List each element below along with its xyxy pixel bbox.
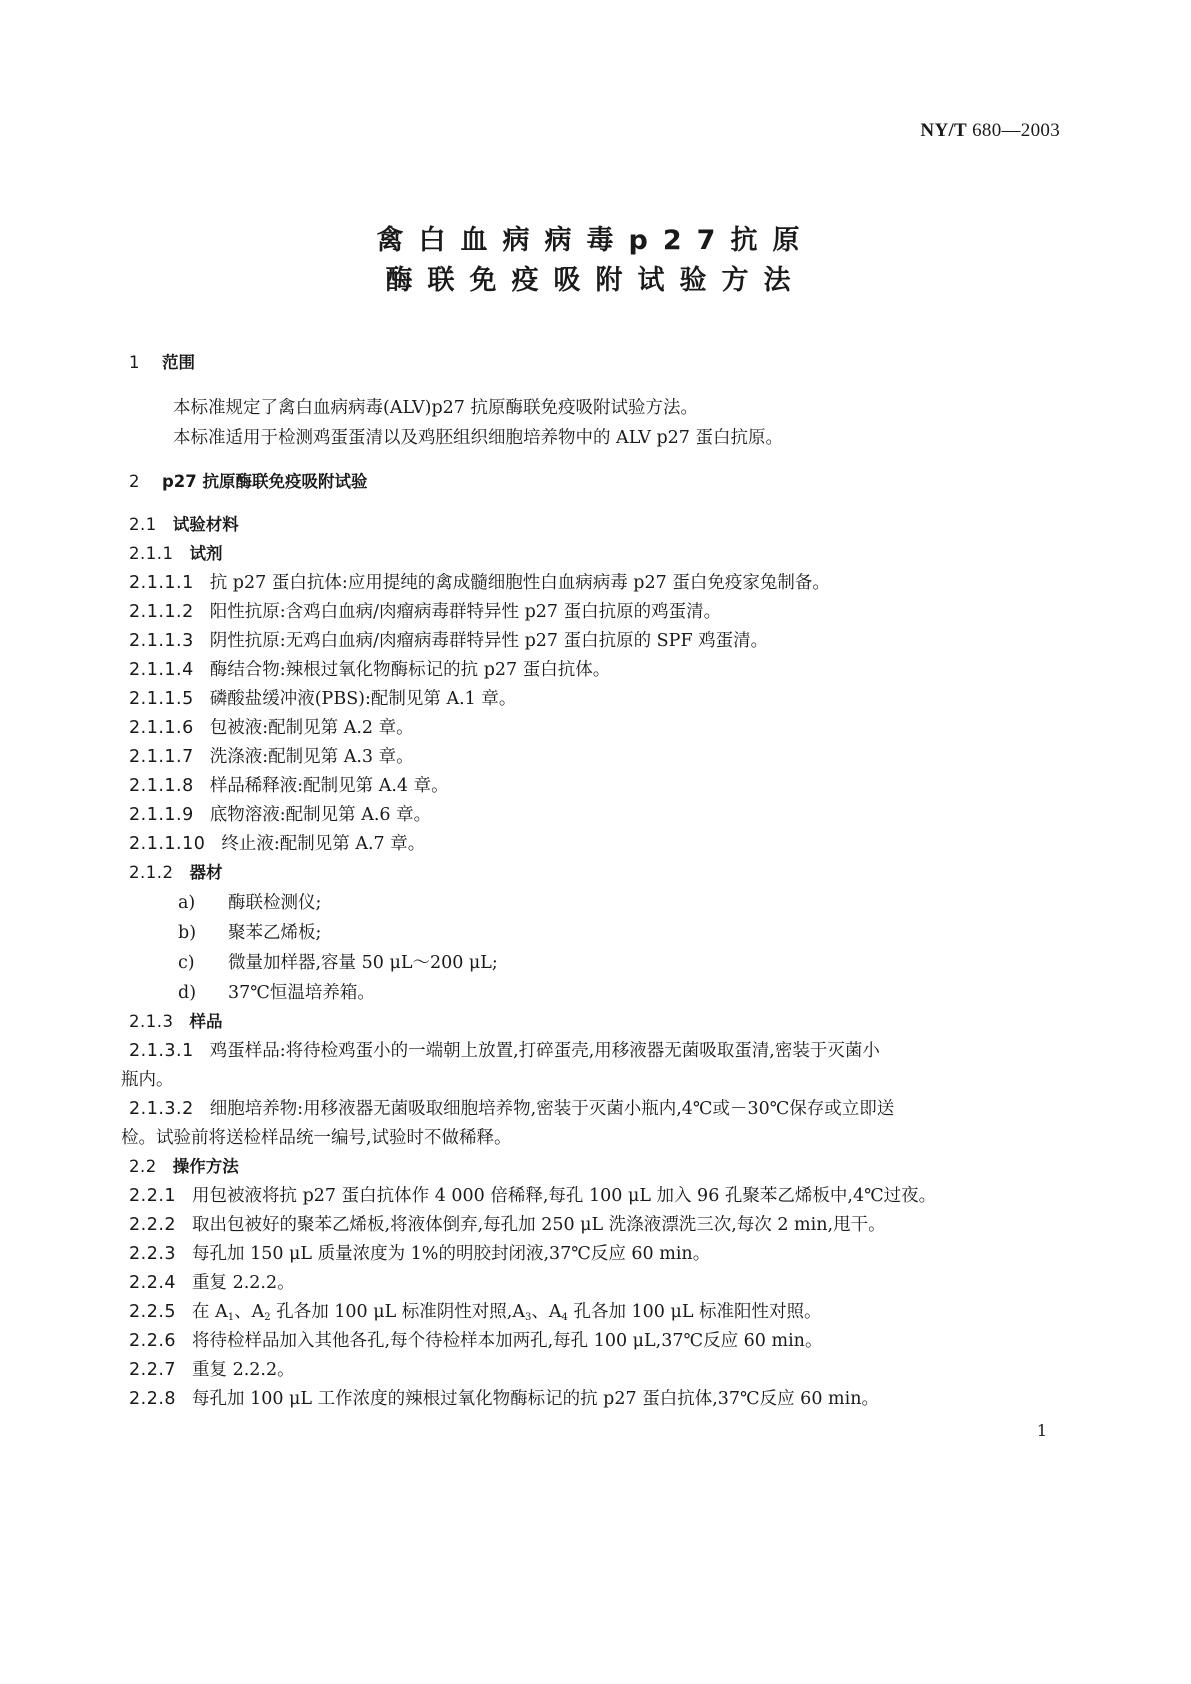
procedure-step: 2.2.5 在 $A_1$、$A_2$ 孔各加 100 μL 标准阴性对照$,A_3$、$A_4$ 孔各加 100 μL 标准阳性对照。 [129, 1302, 822, 1323]
procedure-step: 2.2.8 每孔加 100 μL 工作浓度的辣根过氧化物酶标记的抗 p27 蛋白抗体,37℃反应 60 min。 [129, 1389, 879, 1409]
reagent-item: 2.1.1.10 终止液:配制见第 A.7 章。 [129, 834, 426, 854]
section-2-1-1-heading: 2.1.1 试剂 [129, 544, 223, 563]
reagent-item: 2.1.1.8 样品稀释液:配制见第 A.4 章。 [129, 776, 449, 796]
section-2-1-2-heading: 2.1.2 器材 [129, 863, 223, 882]
section-2-2-heading: 2.2 操作方法 [129, 1157, 239, 1176]
sample-item: 2.1.3.1 鸡蛋样品:将待检鸡蛋小的一端朝上放置,打碎蛋壳,用移液器无菌吸取蛋清,密装于灭菌小 [129, 1041, 880, 1061]
reagent-item: 2.1.1.9 底物溶液:配制见第 A.6 章。 [129, 805, 432, 825]
reagent-item: 2.1.1.1 抗 p27 蛋白抗体:应用提纯的禽成髓细胞性白血病病毒 p27 蛋白免疫家兔制备。 [129, 573, 830, 593]
section-1-paragraph-2: 本标准适用于检测鸡蛋蛋清以及鸡胚组织细胞培养物中的 ALV p27 蛋白抗原。 [173, 428, 783, 448]
procedure-step: 2.2.3 每孔加 150 μL 质量浓度为 1%的明胶封闭液,37℃反应 60 min。 [129, 1244, 711, 1264]
procedure-step: 2.2.4 重复 2.2.2。 [129, 1273, 295, 1293]
document-title-line-1: 禽白血病病毒p27抗原 [376, 225, 815, 256]
reagent-item: 2.1.1.3 阴性抗原:无鸡白血病/肉瘤病毒群特异性 p27 蛋白抗原的 SPF 鸡蛋清。 [129, 631, 769, 651]
sample-item-continuation: 检。试验前将送检样品统一编号,试验时不做稀释。 [121, 1128, 512, 1148]
reagent-item: 2.1.1.4 酶结合物:辣根过氧化物酶标记的抗 p27 蛋白抗体。 [129, 660, 611, 680]
equipment-item: a) 酶联检测仪; [178, 893, 322, 913]
section-2-1-3-heading: 2.1.3 样品 [129, 1012, 223, 1031]
procedure-step: 2.2.1 用包被液将抗 p27 蛋白抗体作 4 000 倍稀释,每孔 100 μL 加入 96 孔聚苯乙烯板中,4℃过夜。 [129, 1186, 937, 1206]
procedure-step: 2.2.7 重复 2.2.2。 [129, 1360, 295, 1380]
equipment-item: c) 微量加样器,容量 50 μL～200 μL; [178, 953, 498, 973]
reagent-item: 2.1.1.2 阳性抗原:含鸡白血病/肉瘤病毒群特异性 p27 蛋白抗原的鸡蛋清。 [129, 602, 722, 622]
equipment-item: b) 聚苯乙烯板; [178, 923, 322, 943]
reagent-item: 2.1.1.7 洗涤液:配制见第 A.3 章。 [129, 747, 414, 767]
section-1-paragraph-1: 本标准规定了禽白血病病毒(ALV)p27 抗原酶联免疫吸附试验方法。 [173, 398, 699, 418]
equipment-item: d) 37℃恒温培养箱。 [178, 983, 375, 1003]
standard-number: 680—2003 [972, 120, 1060, 141]
page-number: 1 [1036, 1421, 1047, 1440]
sample-item-continuation: 瓶内。 [121, 1070, 174, 1090]
document-title-line-2: 酶联免疫吸附试验方法 [385, 265, 806, 296]
section-2-heading: 2 p27 抗原酶联免疫吸附试验 [129, 472, 368, 491]
procedure-step: 2.2.2 取出包被好的聚苯乙烯板,将液体倒弃,每孔加 250 μL 洗涤液漂洗三次,每次 2 min,甩干。 [129, 1215, 886, 1235]
sample-item: 2.1.3.2 细胞培养物:用移液器无菌吸取细胞培养物,密装于灭菌小瓶内,4℃或－30℃保存或立即送 [129, 1099, 895, 1119]
section-2-1-heading: 2.1 试验材料 [129, 515, 239, 534]
procedure-step: 2.2.6 将待检样品加入其他各孔,每个待检样本加两孔,每孔 100 μL,37℃反应 60 min。 [129, 1331, 823, 1351]
section-1-heading: 1 范围 [129, 353, 195, 372]
standard-prefix: NY/T [920, 120, 968, 141]
reagent-item: 2.1.1.6 包被液:配制见第 A.2 章。 [129, 718, 414, 738]
standard-code [920, 120, 1060, 142]
reagent-item: 2.1.1.5 磷酸盐缓冲液(PBS):配制见第 A.1 章。 [129, 689, 517, 709]
